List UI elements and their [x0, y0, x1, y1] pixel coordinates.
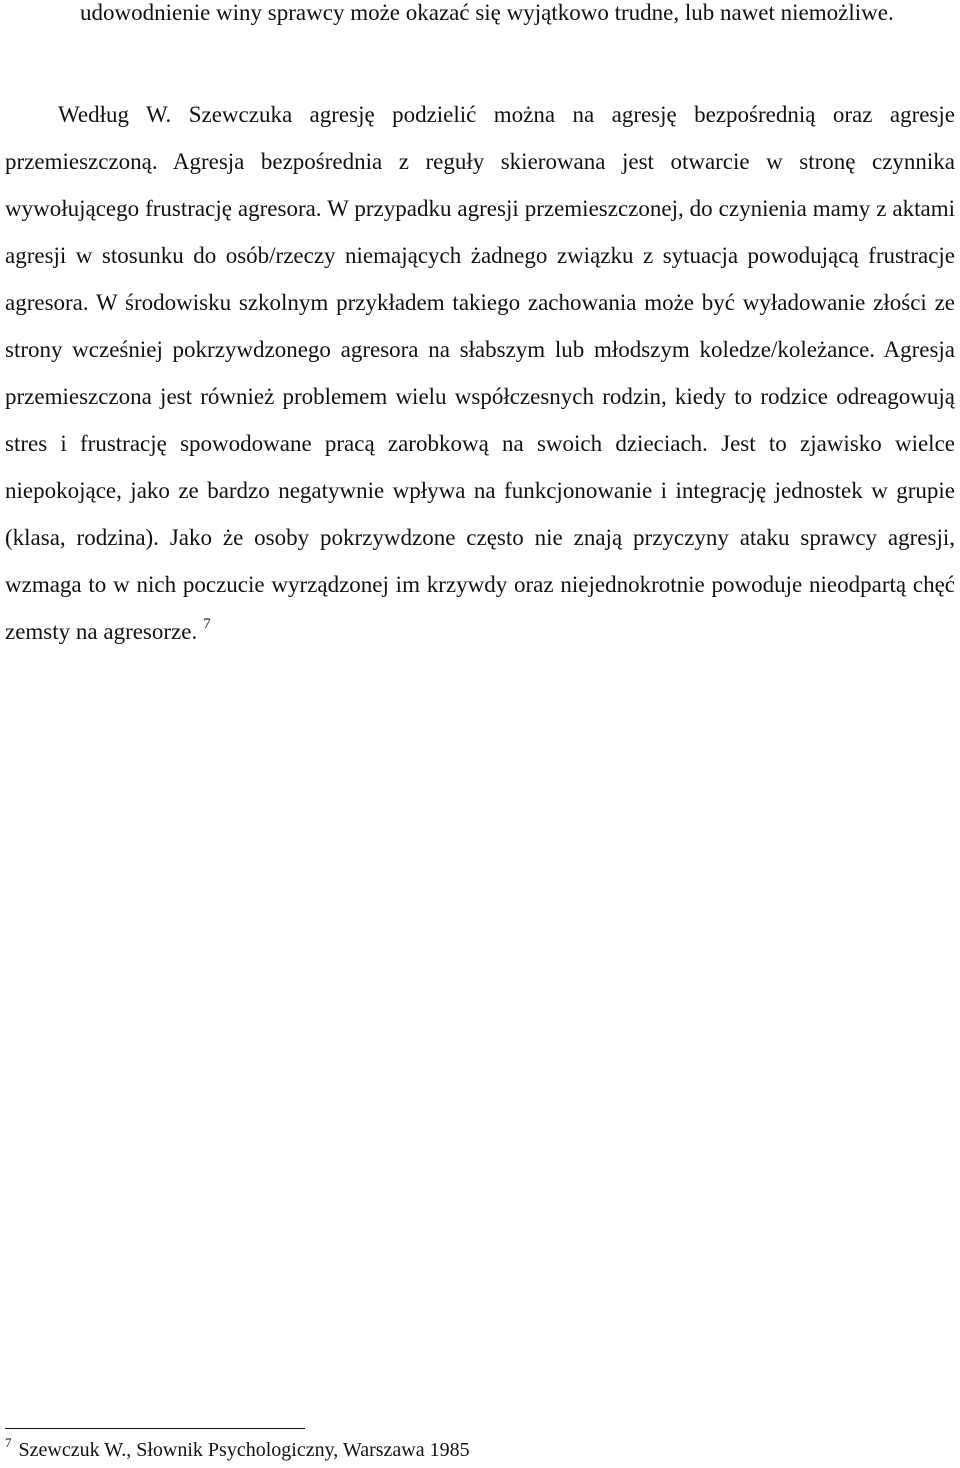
footnote-separator	[5, 1428, 305, 1429]
footnote	[5, 1435, 470, 1464]
footnote-number: 7	[5, 1435, 12, 1450]
footnote-text: Szewczuk W., Słownik Psychologiczny, Warszawa 1985	[18, 1439, 470, 1461]
paragraph-text: Według W. Szewczuka agresję podzielić można na agresję bezpośrednią oraz agresje przemieszczoną. Agresja bezpośrednia z reguły skierowana jest otwarcie w stronę czynnika wywołującego frustrację agresora. W przypadku agresji przemieszczonej, do czynienia mamy z aktami agresji w stosunku do osób/rzeczy niemających żadnego związku z sytuacja powodującą frustracje agresora. W środowisku szkolnym przykładem takiego zachowania może być wyładowanie złości ze strony wcześniej pokrzywdzonego agresora na słabszym lub młodszym koledze/koleżance. Agresja przemieszczona jest również problemem wielu współczesnych rodzin, kiedy to rodzice odreagowują stres i frustrację spowodowane pracą zarobkową na swoich dzieciach. Jest to zjawisko wielce niepokojące, jako ze bardzo negatywnie wpływa na funkcjonowanie i integrację jednostek w grupie (klasa, rodzina). Jako że osoby pokrzywdzone często nie znają przyczyny ataku sprawcy agresji, wzmaga to w nich poczucie wyrządzonej im krzywdy oraz niejednokrotnie powoduje nieodpartą chęć zemsty na agresorze.	[5, 102, 955, 644]
paragraph-continuation	[5, 0, 955, 36]
paragraph-text: udowodnienie winy sprawcy może okazać się wyjątkowo trudne, lub nawet niemożliwe.	[80, 0, 894, 25]
footnote-reference[interactable]: 7	[203, 616, 211, 632]
paragraph-aggression-types	[5, 91, 955, 659]
